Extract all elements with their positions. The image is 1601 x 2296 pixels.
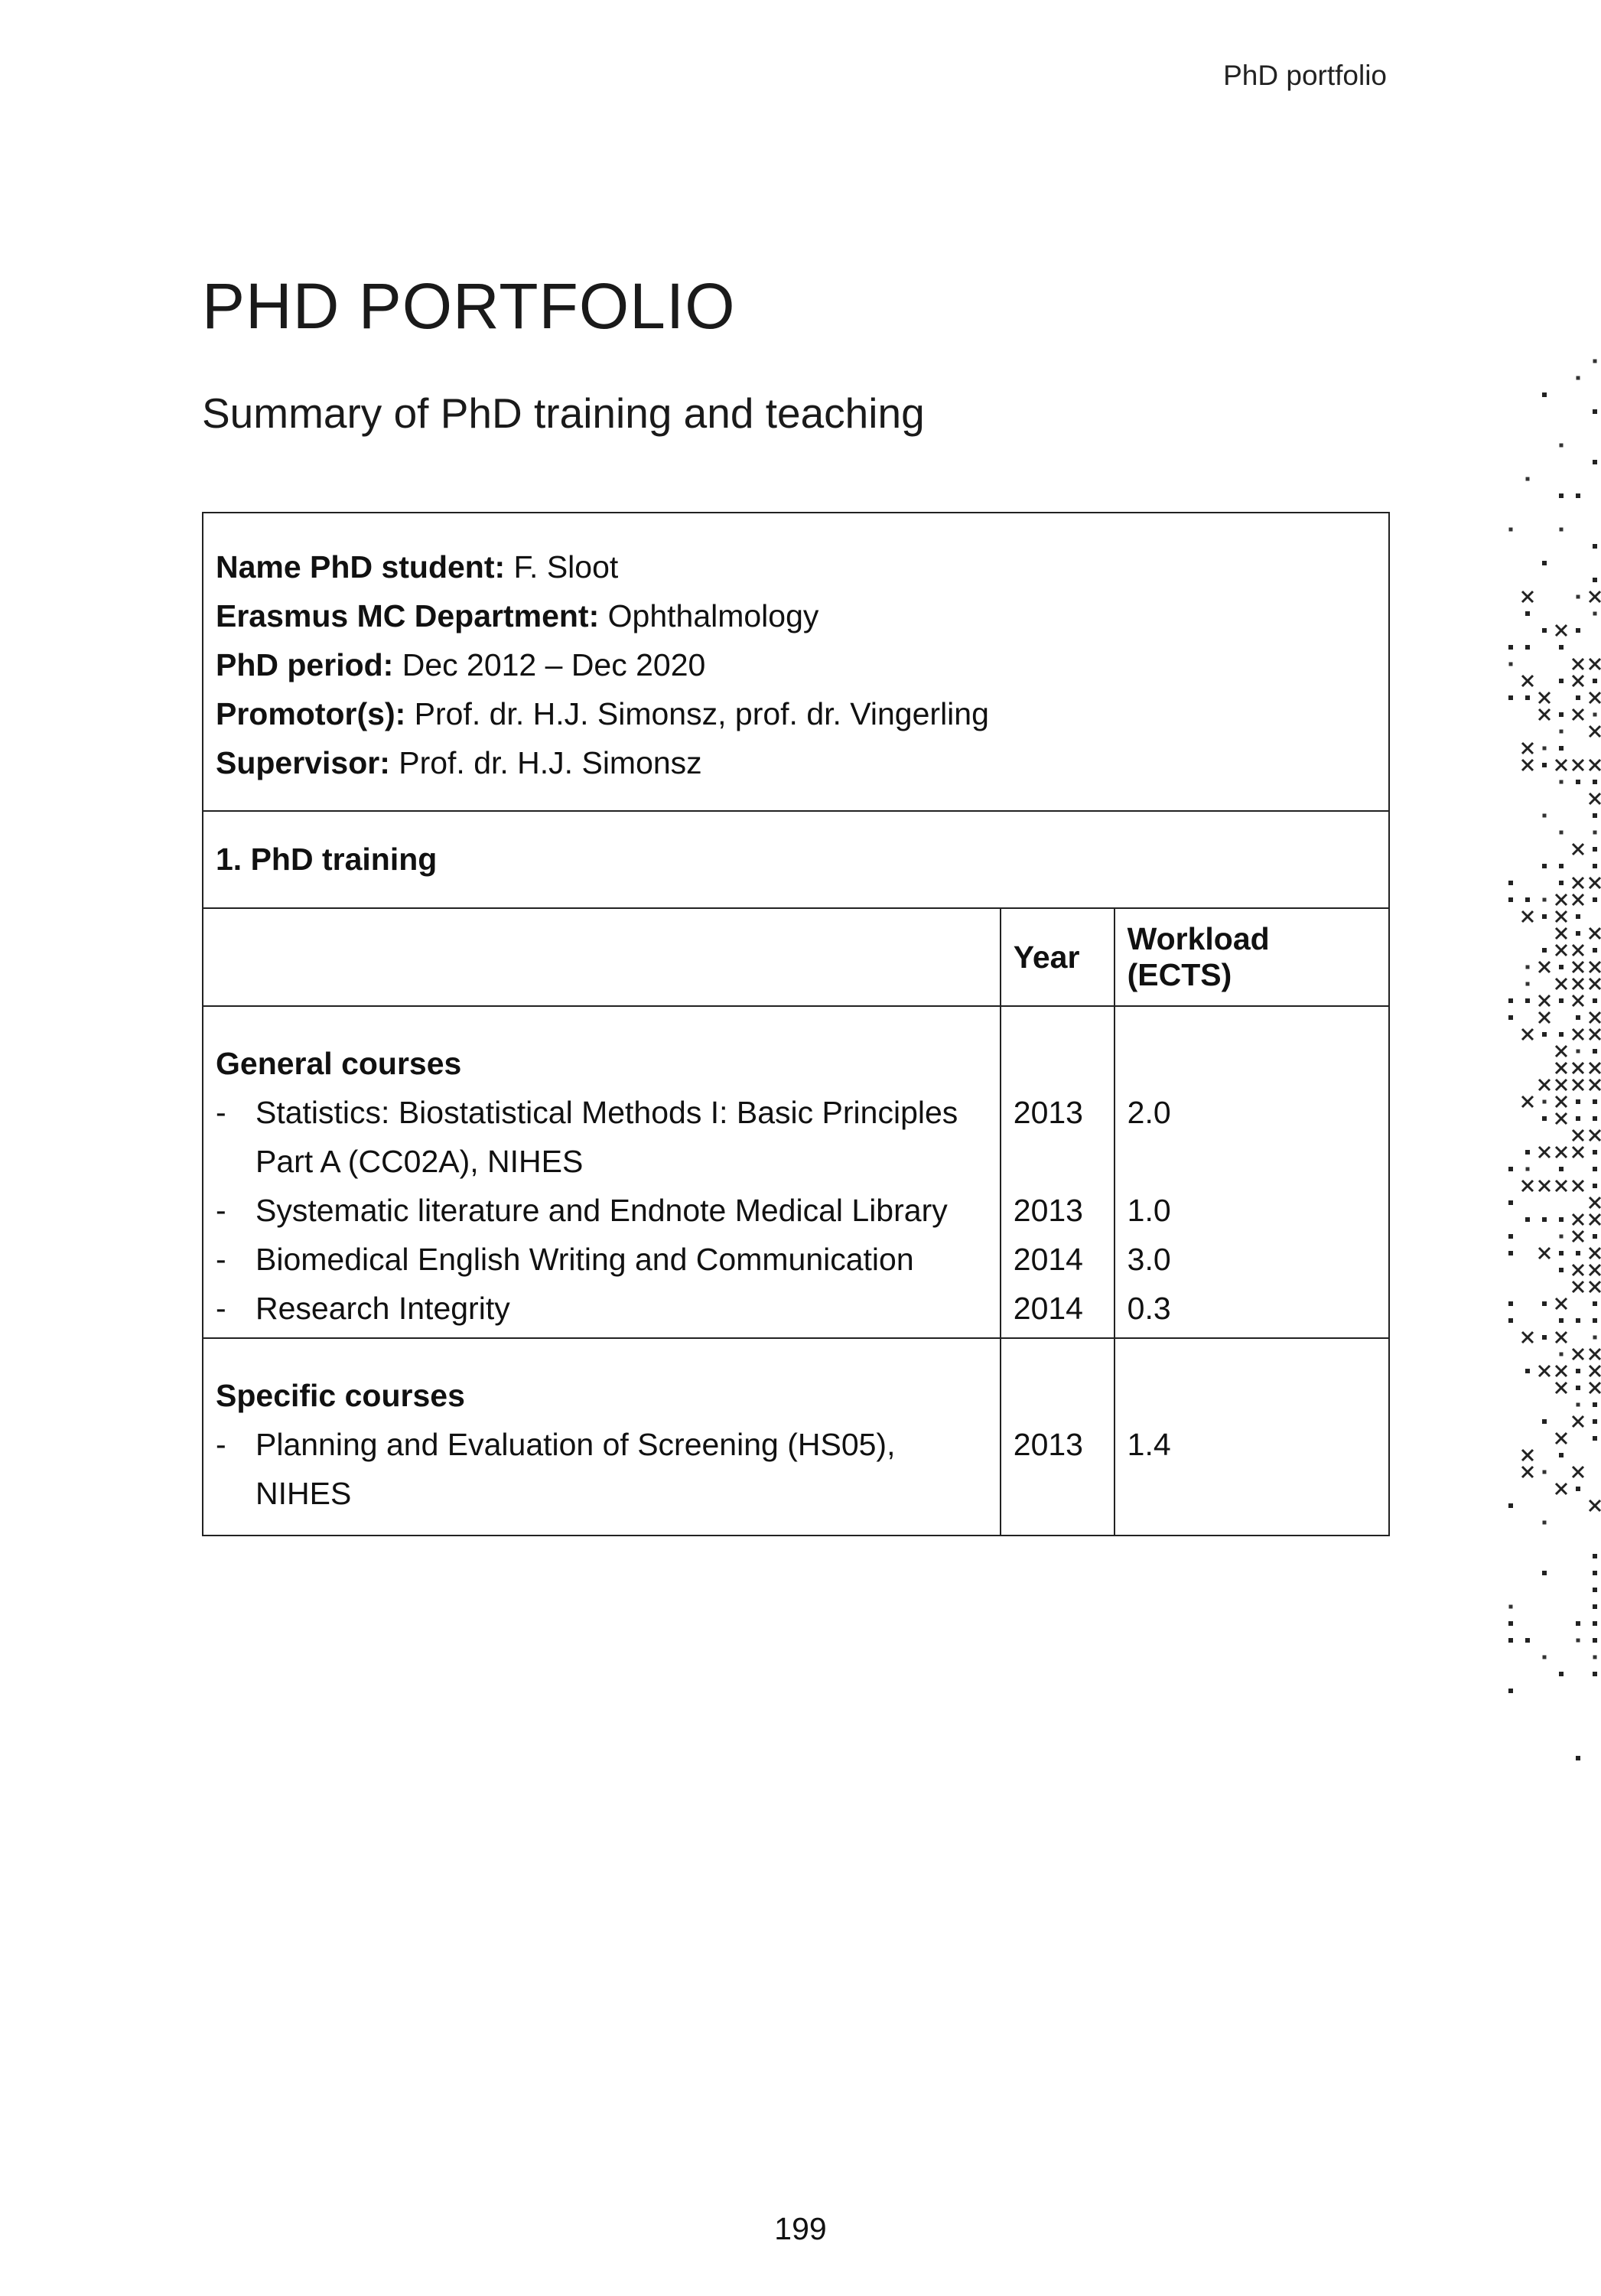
course-ects: 1.0 (1127, 1193, 1171, 1228)
course-item-continued: Part A (CC02A), NIHES (255, 1144, 584, 1179)
student-info-cell (203, 513, 1389, 811)
running-header: PhD portfolio (1223, 60, 1387, 91)
general-courses-cell (203, 1006, 1001, 1338)
course-year: 2014 (1013, 1242, 1083, 1277)
page-number: 199 (774, 2211, 827, 2246)
general-years-cell (1001, 1006, 1115, 1338)
header-workload: Workload (ECTS) (1115, 908, 1389, 1006)
course-ects: 3.0 (1127, 1242, 1171, 1277)
column-header-row (203, 908, 1389, 1006)
course-year: 2014 (1013, 1291, 1083, 1326)
info-department: Erasmus MC Department: Ophthalmology (216, 598, 819, 633)
course-year: 2013 (1013, 1095, 1083, 1130)
course-item: - Planning and Evaluation of Screening (HS05), NIHES (216, 1427, 896, 1511)
info-promotors: Promotor(s): Prof. dr. H.J. Simonsz, prof. dr. Vingerling (216, 696, 989, 731)
course-item: - Statistics: Biostatistical Methods I: Basic Principles (216, 1095, 958, 1130)
info-phd-period: PhD period: Dec 2012 – Dec 2020 (216, 647, 706, 682)
portfolio-table (202, 512, 1390, 1536)
page-title: PHD PORTFOLIO (202, 270, 736, 342)
course-item: - Research Integrity (216, 1291, 510, 1326)
specific-courses-cell (203, 1338, 1001, 1536)
header-course (203, 908, 1001, 1006)
course-year: 2013 (1013, 1193, 1083, 1228)
group-row-specific (203, 1338, 1389, 1536)
specific-years-cell (1001, 1338, 1115, 1536)
course-ects: 0.3 (1127, 1291, 1171, 1326)
course-ects: 1.4 (1127, 1427, 1171, 1462)
group-title: Specific courses (216, 1378, 465, 1413)
specific-ects-cell (1115, 1338, 1389, 1536)
course-ects: 2.0 (1127, 1095, 1171, 1130)
course-item: - Systematic literature and Endnote Medical Library (216, 1193, 948, 1228)
course-item: - Biomedical English Writing and Communication (216, 1242, 914, 1277)
page-subtitle: Summary of PhD training and teaching (202, 389, 925, 437)
general-ects-cell (1115, 1006, 1389, 1338)
header-year: Year (1001, 908, 1115, 1006)
section-title: 1. PhD training (203, 811, 1389, 908)
group-title: General courses (216, 1046, 462, 1081)
info-student-name: Name PhD student: F. Sloot (216, 549, 619, 585)
group-row-general (203, 1006, 1389, 1338)
course-year: 2013 (1013, 1427, 1083, 1462)
info-supervisor: Supervisor: Prof. dr. H.J. Simonsz (216, 745, 702, 780)
decorative-dot-pattern (1495, 329, 1601, 1859)
